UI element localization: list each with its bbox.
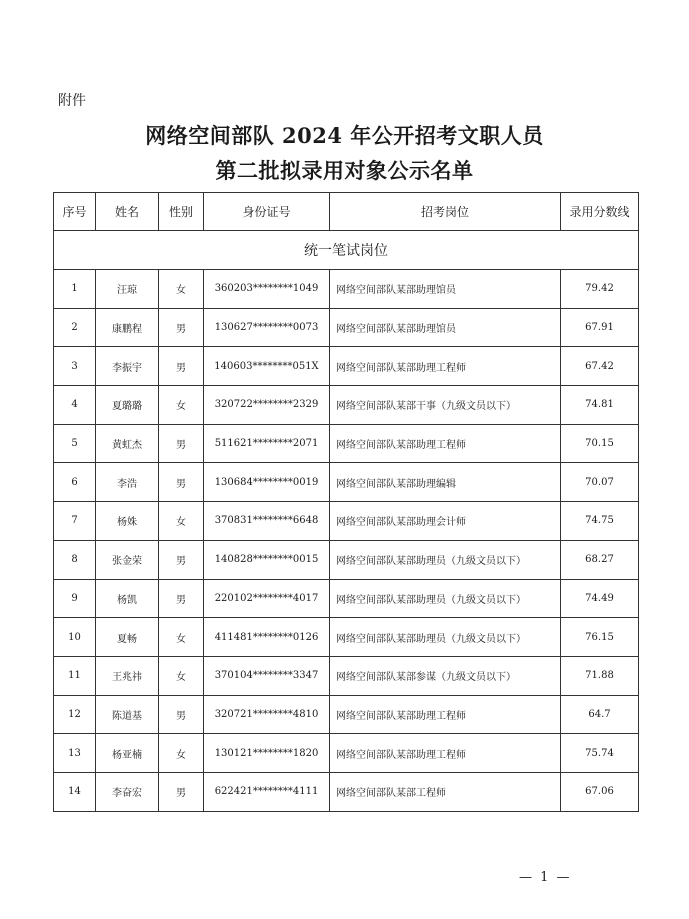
cell-gender: 女	[159, 386, 204, 425]
cell-gender: 男	[159, 308, 204, 347]
cell-position: 网络空间部队某部助理工程师	[330, 347, 561, 386]
table-row	[54, 656, 639, 695]
cell-name: 康鹏程	[96, 308, 159, 347]
cell-gender: 男	[159, 579, 204, 618]
cell-gender: 女	[159, 502, 204, 541]
cell-name: 李奋宏	[96, 772, 159, 811]
cell-score: 67.91	[561, 308, 639, 347]
cell-serial: 9	[54, 579, 96, 618]
cell-score: 67.06	[561, 772, 639, 811]
cell-serial: 8	[54, 540, 96, 579]
table-row	[54, 386, 639, 425]
cell-name: 夏畅	[96, 618, 159, 657]
cell-position: 网络空间部队某部助理员（九级文员以下）	[330, 618, 561, 657]
table-row	[54, 579, 639, 618]
document-title-line2: 第二批拟录用对象公示名单	[215, 158, 474, 183]
cell-id-number: 360203********1049	[204, 270, 330, 309]
header-id-number: 身份证号	[204, 193, 330, 231]
header-gender: 性别	[159, 193, 204, 231]
attachment-label: 附件	[58, 93, 86, 109]
cell-position: 网络空间部队某部助理工程师	[330, 424, 561, 463]
cell-serial: 11	[54, 656, 96, 695]
table-body	[54, 270, 639, 812]
cell-serial: 7	[54, 502, 96, 541]
table-row	[54, 308, 639, 347]
cell-gender: 女	[159, 734, 204, 773]
cell-score: 64.7	[561, 695, 639, 734]
table-row	[54, 270, 639, 309]
cell-serial: 4	[54, 386, 96, 425]
cell-name: 李浩	[96, 463, 159, 502]
cell-id-number: 220102********4017	[204, 579, 330, 618]
cell-position: 网络空间部队某部助理馆员	[330, 270, 561, 309]
cell-name: 杨亚楠	[96, 734, 159, 773]
cell-gender: 女	[159, 618, 204, 657]
table-row	[54, 347, 639, 386]
cell-id-number: 511621********2071	[204, 424, 330, 463]
cell-gender: 男	[159, 347, 204, 386]
section-title: 统一笔试岗位	[54, 231, 639, 270]
cell-serial: 6	[54, 463, 96, 502]
table-row	[54, 502, 639, 541]
cell-score: 70.15	[561, 424, 639, 463]
cell-id-number: 140828********0015	[204, 540, 330, 579]
cell-gender: 男	[159, 424, 204, 463]
page-number: — 1 —	[519, 870, 572, 885]
cell-score: 68.27	[561, 540, 639, 579]
cell-score: 74.49	[561, 579, 639, 618]
cell-id-number: 370831********6648	[204, 502, 330, 541]
table-row	[54, 540, 639, 579]
cell-id-number: 130627********0073	[204, 308, 330, 347]
cell-score: 74.81	[561, 386, 639, 425]
cell-position: 网络空间部队某部助理员（九级文员以下）	[330, 540, 561, 579]
candidate-table	[53, 192, 639, 812]
cell-name: 汪琼	[96, 270, 159, 309]
cell-serial: 13	[54, 734, 96, 773]
cell-serial: 10	[54, 618, 96, 657]
cell-score: 75.74	[561, 734, 639, 773]
table-row	[54, 424, 639, 463]
cell-serial: 1	[54, 270, 96, 309]
header-name: 姓名	[96, 193, 159, 231]
document-title-line1: 网络空间部队 2024 年公开招考文职人员	[145, 123, 544, 148]
cell-position: 网络空间部队某部助理会计师	[330, 502, 561, 541]
cell-position: 网络空间部队某部助理员（九级文员以下）	[330, 579, 561, 618]
header-serial: 序号	[54, 193, 96, 231]
cell-score: 71.88	[561, 656, 639, 695]
header-score: 录用分数线	[561, 193, 639, 231]
table-row	[54, 463, 639, 502]
table-row	[54, 734, 639, 773]
section-row	[54, 231, 639, 270]
cell-id-number: 140603********051X	[204, 347, 330, 386]
table-row	[54, 618, 639, 657]
cell-name: 陈道基	[96, 695, 159, 734]
cell-gender: 男	[159, 540, 204, 579]
cell-id-number: 130684********0019	[204, 463, 330, 502]
cell-position: 网络空间部队某部工程师	[330, 772, 561, 811]
cell-id-number: 622421********4111	[204, 772, 330, 811]
cell-name: 黄虹杰	[96, 424, 159, 463]
cell-serial: 14	[54, 772, 96, 811]
cell-name: 杨凯	[96, 579, 159, 618]
cell-gender: 男	[159, 772, 204, 811]
cell-gender: 女	[159, 270, 204, 309]
cell-score: 79.42	[561, 270, 639, 309]
table-header-row	[54, 193, 639, 231]
cell-position: 网络空间部队某部助理编辑	[330, 463, 561, 502]
table-row	[54, 772, 639, 811]
cell-serial: 5	[54, 424, 96, 463]
cell-position: 网络空间部队某部助理工程师	[330, 695, 561, 734]
cell-serial: 2	[54, 308, 96, 347]
cell-position: 网络空间部队某部助理馆员	[330, 308, 561, 347]
cell-score: 74.75	[561, 502, 639, 541]
cell-gender: 女	[159, 656, 204, 695]
cell-serial: 12	[54, 695, 96, 734]
cell-name: 李振宇	[96, 347, 159, 386]
cell-serial: 3	[54, 347, 96, 386]
cell-name: 夏璐璐	[96, 386, 159, 425]
cell-name: 张金荣	[96, 540, 159, 579]
cell-id-number: 130121********1820	[204, 734, 330, 773]
cell-score: 70.07	[561, 463, 639, 502]
cell-gender: 男	[159, 695, 204, 734]
header-position: 招考岗位	[330, 193, 561, 231]
cell-id-number: 320722********2329	[204, 386, 330, 425]
cell-gender: 男	[159, 463, 204, 502]
cell-score: 67.42	[561, 347, 639, 386]
cell-name: 王兆祎	[96, 656, 159, 695]
table-row	[54, 695, 639, 734]
cell-name: 杨姝	[96, 502, 159, 541]
cell-id-number: 320721********4810	[204, 695, 330, 734]
cell-position: 网络空间部队某部干事（九级文员以下）	[330, 386, 561, 425]
cell-id-number: 370104********3347	[204, 656, 330, 695]
cell-score: 76.15	[561, 618, 639, 657]
cell-id-number: 411481********0126	[204, 618, 330, 657]
cell-position: 网络空间部队某部参谋（九级文员以下）	[330, 656, 561, 695]
cell-position: 网络空间部队某部助理工程师	[330, 734, 561, 773]
